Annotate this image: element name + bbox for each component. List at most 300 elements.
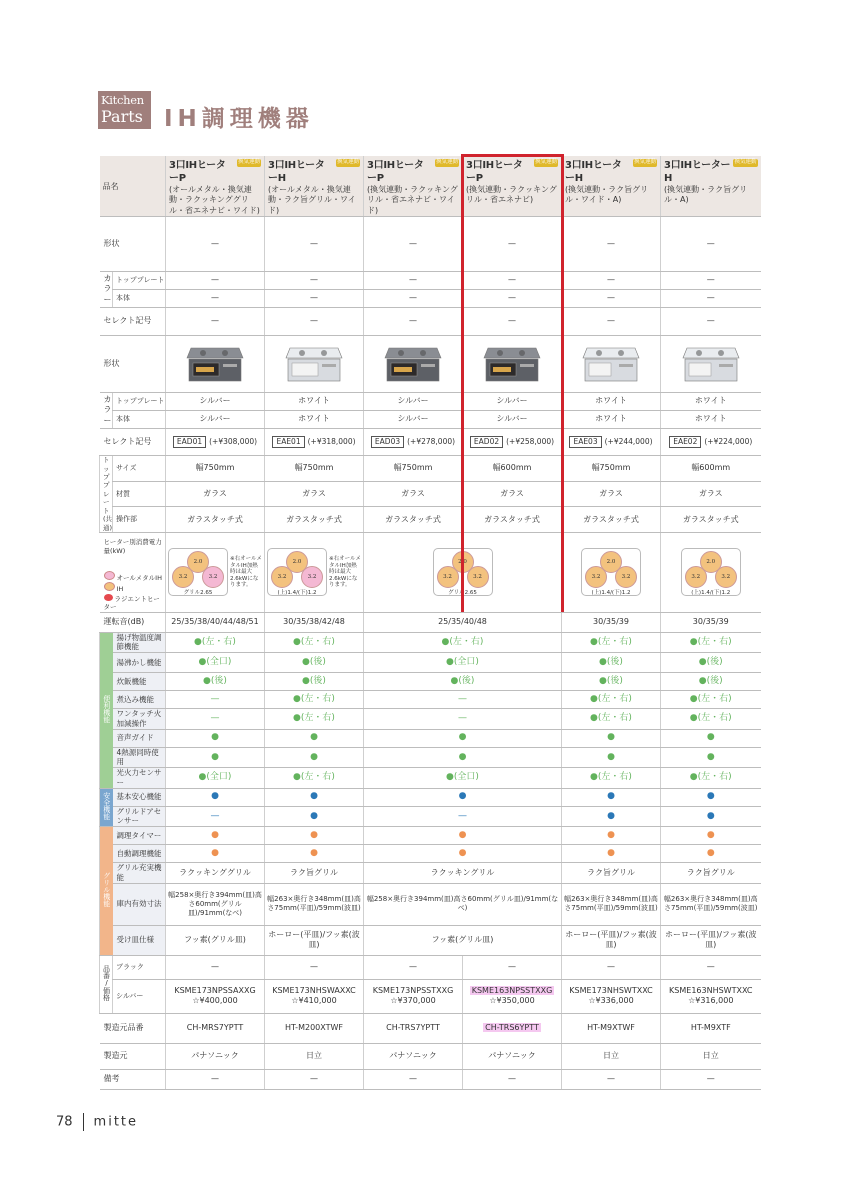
category-label: 便利機能 — [102, 694, 111, 723]
model-price: ☆¥316,000 — [688, 996, 734, 1006]
model-number: KSME163NHSWTXXC — [669, 985, 753, 995]
feature-cell — [562, 806, 661, 827]
size: 幅750mm — [265, 456, 364, 482]
label-body: 本体 — [113, 290, 166, 308]
label-color: カラー — [100, 393, 113, 429]
feature-value: ●(全口) — [446, 772, 479, 783]
power-cell — [562, 533, 661, 613]
ops: ガラスタッチ式 — [661, 507, 761, 533]
burner-top: 2.0 — [700, 551, 722, 573]
ventilation-badge: 換気連動 — [633, 159, 656, 165]
footer-brand: mitte — [93, 1114, 139, 1130]
feature-cell — [562, 768, 661, 789]
maker-model — [166, 1013, 265, 1043]
feature-cell — [364, 673, 562, 691]
feature-value: ●(左・右) — [689, 713, 732, 724]
ventilation-badge: 換気連動 — [237, 159, 260, 165]
maker: 日立 — [562, 1043, 661, 1069]
feature-cell: ラク旨グリル — [562, 863, 661, 884]
feature-value: ● — [458, 751, 467, 762]
feature-value: — — [210, 693, 220, 704]
product-desc: (オールメタル・換気連動・ラク旨グリル・ワイド) — [268, 185, 356, 215]
feature-value: ●(後) — [698, 656, 723, 667]
feature-cell — [166, 768, 265, 789]
option-price: (+¥308,000) — [209, 437, 258, 447]
table-row — [100, 456, 761, 482]
feature-cell — [166, 709, 265, 730]
select-code-box: EAE01 — [272, 436, 304, 448]
feature-cell — [166, 788, 265, 806]
feature-row — [100, 747, 761, 768]
cooktop-icon — [185, 344, 245, 384]
feature-row — [100, 788, 761, 806]
feature-value: ●(左・右) — [293, 693, 335, 704]
size: 幅600mm — [463, 456, 562, 482]
feature-cell: フッ素(グリル皿) — [166, 925, 265, 955]
feature-cell — [265, 747, 364, 768]
grill-power: (上)1.4/(下)1.2 — [591, 590, 631, 597]
dash: — — [265, 272, 364, 290]
label-f_four: 4熱源同時使用 — [113, 747, 166, 768]
label-grill: グリル充実機能 — [113, 863, 166, 884]
feature-cell — [166, 632, 265, 653]
feature-value: ● — [211, 847, 219, 858]
select-code — [166, 429, 265, 456]
label-shape: 形状 — [100, 217, 166, 272]
burner-top: 2.0 — [600, 551, 622, 573]
feature-value: ●(後) — [450, 675, 475, 686]
feature-row — [100, 827, 761, 845]
table-row — [100, 1013, 761, 1043]
model-number: KSME173NPSSAXXG — [174, 985, 256, 995]
feature-cell — [661, 673, 761, 691]
select-code-box: EAE03 — [569, 436, 601, 448]
feature-cell — [265, 806, 364, 827]
product-name: 3口IHヒーターP — [367, 160, 424, 184]
burner-diagram — [168, 548, 228, 596]
feature-cell — [661, 768, 761, 789]
maker-model-number: CH-TRS6YPTT — [485, 1023, 539, 1033]
cooktop-icon — [284, 344, 344, 384]
radiant-legend-icon — [104, 594, 113, 601]
maker-model-number: CH-MRS7YPTT — [186, 1023, 244, 1033]
table-row — [100, 290, 761, 308]
feature-cell — [166, 747, 265, 768]
cooktop-icon — [383, 344, 443, 384]
burner-left: 3.2 — [685, 566, 707, 588]
feature-row — [100, 653, 761, 673]
feature-value: ●(全口) — [446, 656, 479, 667]
feature-value: ● — [706, 847, 715, 858]
table-row — [100, 429, 761, 456]
feature-value: ● — [211, 791, 219, 802]
feature-cell — [661, 729, 761, 747]
grill-power: グリル2.65 — [448, 590, 477, 597]
note: — — [562, 1069, 661, 1089]
black-model: — — [562, 955, 661, 979]
highlight-frame — [461, 154, 564, 612]
ops: ガラスタッチ式 — [265, 507, 364, 533]
feature-cell — [265, 673, 364, 691]
table-row — [100, 955, 761, 979]
feature-row — [100, 709, 761, 730]
dash: — — [463, 290, 562, 308]
product-name: 3口IHヒーターH — [565, 160, 622, 184]
header-row — [100, 156, 761, 217]
note: — — [463, 1069, 562, 1089]
black-model: — — [661, 955, 761, 979]
kitchen-parts-logo — [98, 91, 151, 129]
feature-value: — — [458, 713, 467, 724]
feature-value: ●(左・右) — [590, 636, 632, 647]
product-desc: (換気連動・ラクッキングリル・省エネナビ) — [466, 185, 557, 205]
product-desc: (換気連動・ラク旨グリル・ワイド・A) — [565, 185, 649, 205]
option-price: (+¥278,000) — [407, 437, 456, 447]
label-note: 備考 — [100, 1069, 166, 1089]
spec-table — [99, 156, 761, 1090]
category-label: グリル機能 — [102, 871, 111, 907]
label-size: サイズ — [113, 456, 166, 482]
maker-model — [562, 1013, 661, 1043]
model-number: KSME173NPSSTXXG — [372, 985, 454, 995]
maker-model — [661, 1013, 761, 1043]
note: — — [265, 1069, 364, 1089]
dash: — — [661, 290, 761, 308]
model-category — [100, 955, 113, 1013]
feature-cell — [661, 788, 761, 806]
table-row — [100, 1069, 761, 1089]
dash: — — [166, 308, 265, 336]
burner-right: 3.2 — [467, 566, 489, 588]
feature-value: ●(左・右) — [689, 772, 732, 783]
top-color: ホワイト — [661, 393, 761, 411]
feature-cell — [562, 632, 661, 653]
ventilation-badge: 換気連動 — [435, 159, 458, 165]
note: — — [166, 1069, 265, 1089]
dash: — — [166, 272, 265, 290]
feature-value: ● — [607, 847, 615, 858]
category-convenience — [100, 632, 113, 788]
feature-cell — [562, 729, 661, 747]
feature-cell: ラクッキングリル — [364, 863, 562, 884]
dash: — — [265, 290, 364, 308]
dash: — — [463, 272, 562, 290]
select-code-box: EAE02 — [669, 436, 701, 448]
feature-value: ● — [607, 751, 615, 762]
feature-row — [100, 806, 761, 827]
feature-cell: ラク旨グリル — [265, 863, 364, 884]
noise: 25/35/38/40/44/48/51 — [166, 612, 265, 632]
select-code — [661, 429, 761, 456]
label-f_keep: 揚げ物温度調節機能 — [113, 632, 166, 653]
feature-cell — [265, 729, 364, 747]
dash: — — [265, 308, 364, 336]
product-header — [166, 156, 265, 217]
cooktop-image — [166, 336, 265, 393]
label-top-group: トッププレート(共通) — [100, 456, 113, 533]
feature-value: ●(後) — [599, 656, 623, 667]
feature-cell — [265, 845, 364, 863]
burner-top: 2.0 — [452, 551, 474, 573]
feature-cell — [265, 709, 364, 730]
feature-cell: 幅263×奥行き348mm(皿)高さ75mm(平皿)/59mm(波皿) — [265, 883, 364, 925]
feature-cell — [265, 827, 364, 845]
model-price: ☆¥410,000 — [291, 996, 337, 1006]
burner-left: 3.2 — [585, 566, 607, 588]
feature-cell — [562, 747, 661, 768]
feature-cell — [166, 806, 265, 827]
model-number: KSME173NHSWAXXC — [272, 985, 356, 995]
silver-model — [661, 979, 761, 1013]
burner-top: 2.0 — [187, 551, 209, 573]
dash: — — [562, 217, 661, 272]
material: ガラス — [463, 481, 562, 507]
grill-power: グリル2.65 — [183, 590, 213, 597]
feature-cell: 幅258×奥行き394mm(皿)高さ60mm(グリル皿)/91mm(なべ) — [166, 883, 265, 925]
product-header — [562, 156, 661, 217]
model-price: ☆¥400,000 — [192, 996, 238, 1006]
cooktop-image — [265, 336, 364, 393]
body-color: シルバー — [463, 411, 562, 429]
top-color: ホワイト — [562, 393, 661, 411]
select-code-box: EAD02 — [470, 436, 503, 448]
feature-value: — — [458, 693, 467, 704]
label-silver: シルバー — [113, 979, 166, 1013]
product-header — [661, 156, 761, 217]
feature-value: ● — [607, 791, 615, 802]
feature-cell — [166, 673, 265, 691]
burner-right: 3.2 — [202, 566, 224, 588]
option-price: (+¥318,000) — [307, 437, 356, 447]
maker-model-number: HT-M9XTWF — [587, 1023, 635, 1033]
table-row — [100, 308, 761, 336]
category-grillcat — [100, 827, 113, 956]
burner-left: 3.2 — [271, 566, 293, 588]
feature-cell: ラク旨グリル — [661, 863, 761, 884]
feature-value: ● — [458, 829, 467, 840]
cooktop-image — [364, 336, 463, 393]
grill-power: (上)1.4/(下)1.2 — [277, 590, 317, 597]
product-name: 3口IHヒーターP — [466, 160, 523, 184]
cooktop-image — [562, 336, 661, 393]
label-f_timer: 調理タイマー — [113, 827, 166, 845]
feature-cell: ホーロー(平皿)/フッ素(波皿) — [661, 925, 761, 955]
select-code — [265, 429, 364, 456]
option-price: (+¥258,000) — [506, 437, 555, 447]
dash: — — [661, 272, 761, 290]
legend-radiant: ラジエントヒーター — [103, 594, 160, 612]
label-maker-model: 製造元品番 — [100, 1013, 166, 1043]
feature-row — [100, 691, 761, 709]
label-top: トッププレート — [113, 393, 166, 411]
feature-value: ● — [211, 732, 219, 743]
feature-cell — [661, 827, 761, 845]
feature-cell — [562, 788, 661, 806]
maker-model-number: CH-TRS7YPTT — [386, 1023, 440, 1033]
product-header — [364, 156, 463, 217]
feature-cell — [166, 827, 265, 845]
label-f_rice: 炊飯機能 — [113, 673, 166, 691]
feature-cell — [364, 747, 562, 768]
label-f_voice: 音声ガイド — [113, 729, 166, 747]
noise: 30/35/38/42/48 — [265, 612, 364, 632]
feature-value: ●(後) — [302, 656, 326, 667]
ventilation-badge: 換気連動 — [734, 159, 757, 165]
highlight-frame-lower — [0, 345, 103, 483]
table-row — [100, 1043, 761, 1069]
dash: — — [562, 308, 661, 336]
silver-model — [463, 979, 562, 1013]
size: 幅600mm — [661, 456, 761, 482]
feature-value: ●(後) — [698, 675, 723, 686]
shape-row — [100, 336, 761, 393]
feature-value: — — [210, 810, 220, 821]
feature-cell — [562, 827, 661, 845]
silver-model — [166, 979, 265, 1013]
feature-cell: 幅263×奥行き348mm(皿)高さ75mm(平皿)/59mm(波皿) — [562, 883, 661, 925]
category-safety — [100, 788, 113, 827]
feature-cell: ホーロー(平皿)/フッ素(波皿) — [562, 925, 661, 955]
power-cell — [166, 533, 265, 613]
product-name: 3口IHヒーターH — [268, 160, 325, 184]
product-desc: (換気連動・ラクッキングリル・省エネナビ・ワイド) — [367, 185, 458, 215]
power-cell — [265, 533, 364, 613]
feature-cell — [265, 788, 364, 806]
feature-value: ● — [458, 847, 467, 858]
feature-cell: 幅258×奥行き394mm(皿)高さ60mm(グリル皿)/91mm(なべ) — [364, 883, 562, 925]
feature-value: ●(左・右) — [441, 636, 484, 647]
ops: ガラスタッチ式 — [364, 507, 463, 533]
feature-value: ● — [310, 829, 318, 840]
model-price: ☆¥336,000 — [588, 996, 634, 1006]
feature-cell — [364, 806, 562, 827]
burner-diagram — [581, 548, 641, 596]
label-ops: 操作部 — [113, 507, 166, 533]
note: — — [661, 1069, 761, 1089]
dash: — — [364, 217, 463, 272]
feature-cell — [364, 709, 562, 730]
feature-value: ●(左・右) — [590, 772, 632, 783]
material: ガラス — [562, 481, 661, 507]
maker-model-number: HT-M200XTWF — [285, 1023, 343, 1033]
feature-cell — [661, 709, 761, 730]
body-color: シルバー — [166, 411, 265, 429]
feature-value: ● — [310, 810, 318, 821]
feature-cell: 幅263×奥行き348mm(皿)高さ75mm(平皿)/59mm(波皿) — [661, 883, 761, 925]
power-note: ※右オールメタルIH加熱時は最大2.6kWになります。 — [230, 555, 262, 589]
note: — — [364, 1069, 463, 1089]
silver-model — [265, 979, 364, 1013]
table-row — [100, 393, 761, 411]
dash: — — [364, 308, 463, 336]
feature-value: ●(後) — [302, 675, 326, 686]
maker-model — [364, 1013, 463, 1043]
label-f_sensor: 光火力センサー — [113, 768, 166, 789]
size: 幅750mm — [166, 456, 265, 482]
maker-model-number: HT-M9XTF — [690, 1023, 731, 1033]
feature-value: ● — [211, 829, 219, 840]
dash: — — [364, 290, 463, 308]
table-row — [100, 507, 761, 533]
dash: — — [166, 290, 265, 308]
feature-cell — [562, 845, 661, 863]
feature-value: ● — [706, 810, 715, 821]
material: ガラス — [661, 481, 761, 507]
ventilation-badge: 換気連動 — [534, 159, 557, 165]
material: ガラス — [166, 481, 265, 507]
feature-value: ● — [706, 751, 715, 762]
feature-value: ●(左・右) — [293, 636, 335, 647]
feature-cell — [166, 729, 265, 747]
ventilation-badge: 換気連動 — [336, 159, 359, 165]
body-color: ホワイト — [265, 411, 364, 429]
feature-cell: ホーロー(平皿)/フッ素(波皿) — [265, 925, 364, 955]
body-color: ホワイト — [562, 411, 661, 429]
noise: 30/35/39 — [562, 612, 661, 632]
feature-value: ● — [458, 791, 467, 802]
maker: 日立 — [661, 1043, 761, 1069]
logo-line1: Kitchen — [101, 93, 144, 107]
maker: 日立 — [265, 1043, 364, 1069]
feature-value: ●(全口) — [198, 656, 232, 667]
feature-cell — [661, 691, 761, 709]
feature-cell — [661, 653, 761, 673]
maker-model — [463, 1013, 562, 1043]
feature-cell — [364, 827, 562, 845]
feature-cell — [364, 632, 562, 653]
product-header — [265, 156, 364, 217]
power-label — [100, 533, 166, 613]
table-row — [100, 481, 761, 507]
label-f_simmer: 煮込み機能 — [113, 691, 166, 709]
feature-value: ● — [211, 751, 219, 762]
page-title: IH調理機器 — [164, 106, 314, 132]
maker: パナソニック — [463, 1043, 562, 1069]
black-model: — — [364, 955, 463, 979]
product-desc: (換気連動・ラク旨グリル・A) — [664, 185, 748, 205]
dash: — — [166, 217, 265, 272]
page-footer — [56, 1113, 138, 1131]
top-color: シルバー — [166, 393, 265, 411]
black-model: — — [265, 955, 364, 979]
feature-cell — [562, 691, 661, 709]
product-desc: (オールメタル・換気連動・ラクッキンググリル・省エネナビ・ワイド) — [169, 185, 260, 215]
option-price: (+¥224,000) — [704, 437, 753, 447]
label-product-name: 品名 — [100, 156, 166, 217]
label-shape: 形状 — [100, 336, 166, 393]
feature-value: ●(左・右) — [194, 636, 236, 647]
silver-model — [562, 979, 661, 1013]
feature-cell — [265, 691, 364, 709]
burner-right: 3.2 — [301, 566, 323, 588]
ops: ガラスタッチ式 — [562, 507, 661, 533]
feature-value: ●(全口) — [198, 772, 232, 783]
option-price: (+¥244,000) — [604, 437, 653, 447]
body-color: ホワイト — [661, 411, 761, 429]
feature-value: ● — [706, 829, 715, 840]
feature-value: ●(左・右) — [590, 693, 632, 704]
feature-cell — [562, 709, 661, 730]
label-noise: 運転音(dB) — [100, 612, 166, 632]
label-select: セレクト記号 — [100, 308, 166, 336]
feature-row — [100, 673, 761, 691]
feature-value: ● — [706, 732, 715, 743]
legend-ih: IH — [116, 585, 124, 594]
label-color: カラー — [100, 272, 113, 308]
ops: ガラスタッチ式 — [166, 507, 265, 533]
burner-right: 3.2 — [715, 566, 737, 588]
cooktop-icon — [681, 344, 741, 384]
